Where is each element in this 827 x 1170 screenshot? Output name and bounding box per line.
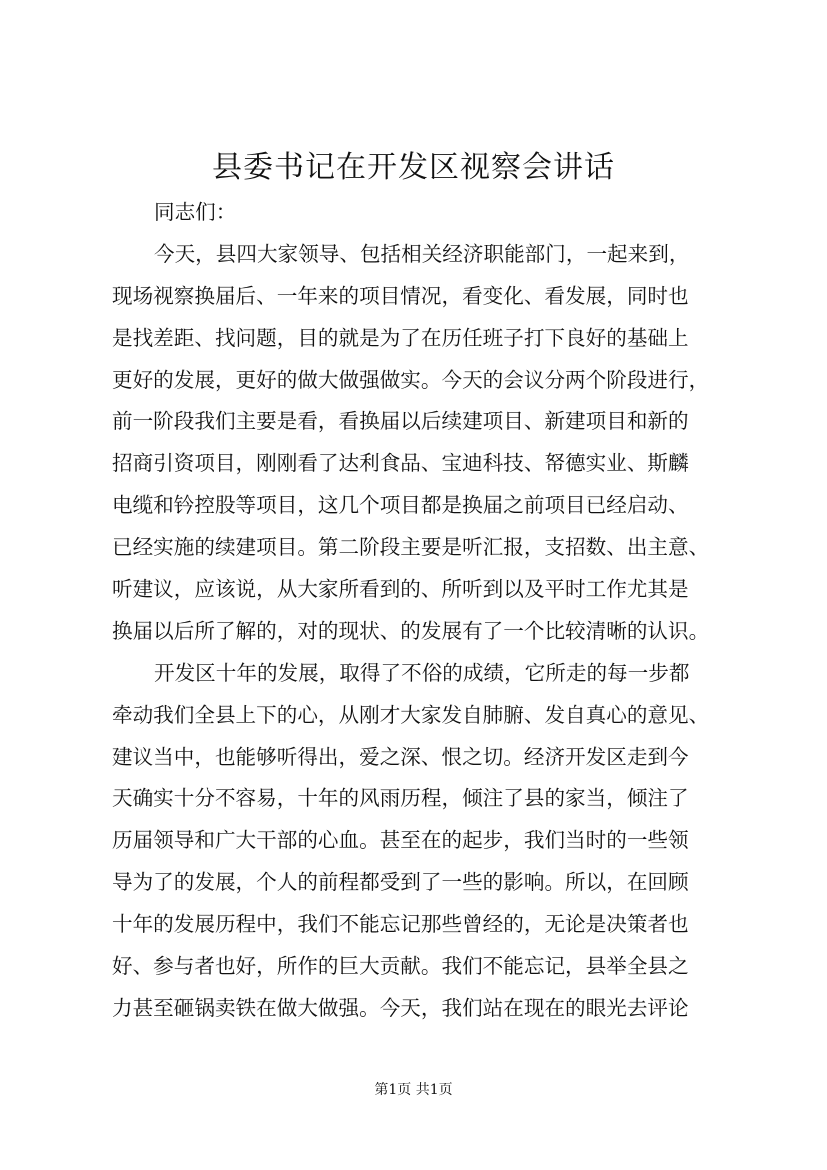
text-line: 电缆和钤控股等项目，这几个项目都是换届之前项目已经启动、 [112, 493, 689, 518]
text-line: 开发区十年的发展，取得了不俗的成绩，它所走的每一步都 [154, 660, 690, 685]
text-line: 天确实十分不容易，十年的风雨历程，倾注了县的家当，倾注了 [112, 786, 689, 811]
page-footer: 第1页 共1页 [374, 1082, 453, 1098]
text-line: 同志们： [154, 200, 237, 224]
text-line: 听建议，应该说，从大家所看到的、所听到以及平时工作尤其是 [112, 577, 689, 602]
text-line: 招商引资项目，刚刚看了达利食品、宝迪科技、帑德实业、斯麟 [112, 451, 689, 476]
text-line: 今天，县四大家领导、包括相关经济职能部门，一起来到， [154, 241, 690, 266]
text-line: 是找差距、找问题，目的就是为了在历任班子打下良好的基础上 [112, 325, 689, 350]
text-line: 前一阶段我们主要是看，看换届以后续建项目、新建项目和新的 [112, 409, 689, 434]
text-line: 更好的发展，更好的做大做强做实。今天的会议分两个阶段进行， [112, 367, 710, 392]
text-line: 力甚至砸锅卖铁在做大做强。今天，我们站在现在的眼光去评论 [112, 995, 689, 1020]
text-line: 十年的发展历程中，我们不能忘记那些曾经的，无论是决策者也 [112, 912, 689, 937]
document-body [112, 192, 737, 1030]
text-line: 历届领导和广大干部的心血。甚至在的起步，我们当时的一些领 [112, 828, 689, 853]
text-line: 换届以后所了解的，对的现状、的发展有了一个比较清晰的认识。 [112, 618, 710, 643]
text-line: 已经实施的续建项目。第二阶段主要是听汇报，支招数、出主意、 [112, 535, 710, 560]
text-line: 牵动我们全县上下的心，从刚才大家发自肺腑、发自真心的意见、 [112, 702, 710, 727]
document-title: 县委书记在开发区视察会讲话 [212, 150, 615, 185]
text-line: 导为了的发展，个人的前程都受到了一些的影响。所以，在回顾 [112, 870, 689, 895]
text-line: 建议当中，也能够听得出，爱之深、恨之切。经济开发区走到今 [112, 744, 689, 769]
text-line: 现场视察换届后、一年来的项目情况，看变化、看发展，同时也 [112, 283, 689, 308]
text-line: 好、参与者也好，所作的巨大贡献。我们不能忘记，县举全县之 [112, 954, 689, 979]
